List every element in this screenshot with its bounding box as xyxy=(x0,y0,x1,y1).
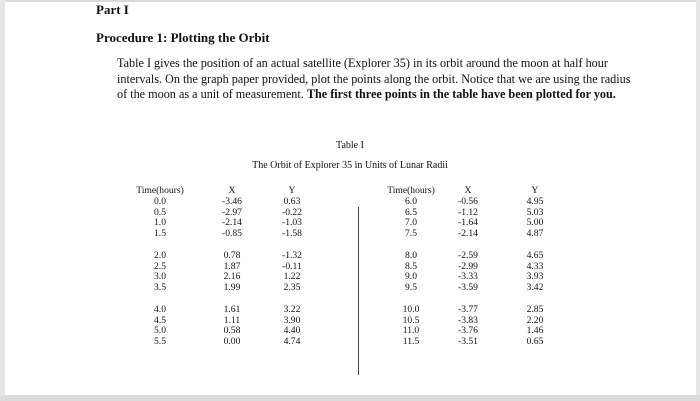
table-cell-x: -2.14 xyxy=(458,228,478,240)
table-cell-y: 4.40 xyxy=(283,325,301,337)
procedure-title: Procedure 1: Plotting the Orbit xyxy=(96,30,270,45)
table-cell-time: 11.5 xyxy=(402,336,420,348)
table-cell-y: 4.74 xyxy=(283,336,301,348)
table-cell-time: 8.0 xyxy=(405,249,417,261)
table-caption: The Orbit of Explorer 35 in Units of Lunar Radii xyxy=(252,160,448,171)
table-cell-time: 11.0 xyxy=(402,325,420,337)
table-cell-y: 3.42 xyxy=(526,282,544,294)
table-cell-x: -1.12 xyxy=(458,206,478,218)
screen-frame-bottom xyxy=(0,395,700,401)
table-cell-time: 10.5 xyxy=(402,314,420,326)
table-cell-x: -3.33 xyxy=(458,271,478,283)
table-cell-x: -2.59 xyxy=(458,249,478,261)
table-cell-time: 3.0 xyxy=(154,271,166,283)
table-cell-x: -0.85 xyxy=(222,228,242,240)
column-header-time: Time(hours) xyxy=(136,185,184,196)
table-cell-time: 2.5 xyxy=(154,260,166,272)
table-cell-x: -3.83 xyxy=(458,314,478,326)
table-cell-x: 1.87 xyxy=(223,260,241,272)
table-cell-time: 9.0 xyxy=(405,271,417,283)
table-cell-x: 1.61 xyxy=(223,303,241,315)
table-label: Table I xyxy=(336,140,364,151)
table-cell-y: 2.20 xyxy=(526,314,544,326)
table-cell-y: -1.03 xyxy=(282,217,302,229)
table-divider xyxy=(358,207,359,375)
table-cell-x: -3.77 xyxy=(458,303,478,315)
table-cell-y: 3.93 xyxy=(526,271,544,283)
column-header-time: Time(hours) xyxy=(387,185,435,196)
table-cell-time: 7.5 xyxy=(405,228,417,240)
table-cell-x: 0.00 xyxy=(223,336,241,348)
table-cell-x: -3.51 xyxy=(458,336,478,348)
table-cell-x: 2.16 xyxy=(223,271,241,283)
intro-paragraph xyxy=(117,56,639,103)
part-title: Part I xyxy=(96,2,129,17)
column-header-x: X xyxy=(464,185,472,196)
table-cell-y: 5.00 xyxy=(526,217,544,229)
table-cell-y: 2.35 xyxy=(283,282,301,294)
table-cell-y: 3.90 xyxy=(283,314,301,326)
right-time-column xyxy=(376,186,446,348)
table-cell-x: -2.97 xyxy=(222,206,242,218)
table-cell-x: 0.58 xyxy=(223,325,241,337)
right-x-column xyxy=(448,186,488,348)
table-cell-time: 5.5 xyxy=(154,336,166,348)
left-y-column xyxy=(272,186,312,348)
column-header-x: X xyxy=(228,185,236,196)
table-cell-time: 2.0 xyxy=(154,249,166,261)
table-cell-time: 7.0 xyxy=(405,217,417,229)
table-cell-time: 0.5 xyxy=(154,206,166,218)
column-header-y: Y xyxy=(288,185,296,196)
table-cell-time: 10.0 xyxy=(402,303,420,315)
column-header-y: Y xyxy=(531,185,539,196)
table-cell-y: 4.87 xyxy=(526,228,544,240)
table-cell-x: -3.76 xyxy=(458,325,478,337)
table-cell-time: 1.5 xyxy=(154,228,166,240)
table-cell-y: 1.46 xyxy=(526,325,544,337)
table-cell-time: 8.5 xyxy=(405,260,417,272)
table-cell-time: 4.0 xyxy=(154,303,166,315)
table-cell-y: 1.22 xyxy=(283,271,301,283)
table-cell-x: 1.11 xyxy=(223,314,241,326)
table-cell-y: 5.03 xyxy=(526,206,544,218)
table-cell-y: 4.95 xyxy=(526,195,544,207)
table-cell-y: -0.22 xyxy=(282,206,302,218)
table-cell-y: -1.58 xyxy=(282,228,302,240)
table-cell-x: -0.56 xyxy=(458,195,478,207)
table-cell-time: 5.0 xyxy=(154,325,166,337)
table-cell-time: 6.5 xyxy=(405,206,417,218)
table-cell-y: 2.85 xyxy=(526,303,544,315)
table-cell-x: 1.99 xyxy=(223,282,241,294)
left-x-column xyxy=(212,186,252,348)
table-cell-time: 9.5 xyxy=(405,282,417,294)
table-cell-x: 0.78 xyxy=(223,249,241,261)
table-cell-y: 0.65 xyxy=(526,336,544,348)
screen-frame-right xyxy=(696,0,700,401)
table-cell-x: -1.64 xyxy=(458,217,478,229)
table-cell-time: 4.5 xyxy=(154,314,166,326)
table-cell-y: -0.11 xyxy=(282,260,302,272)
table-cell-time: 6.0 xyxy=(405,195,417,207)
intro-bold-text: The first three points in the table have been plotted for you. xyxy=(306,87,616,102)
table-cell-x: -3.59 xyxy=(458,282,478,294)
table-cell-y: 3.22 xyxy=(283,303,301,315)
screen-frame-left xyxy=(0,0,5,401)
table-cell-time: 3.5 xyxy=(154,282,166,294)
left-time-column xyxy=(128,186,192,348)
table-cell-y: 4.65 xyxy=(526,249,544,261)
table-cell-y: 0.63 xyxy=(283,195,301,207)
table-cell-x: -3.46 xyxy=(222,195,242,207)
right-y-column xyxy=(515,186,555,348)
intro-text: Table I gives the position of an actual satellite (Explorer 35) in its orbit around the moon at half hour intervals. On the graph paper provided, plot the points along the orbit. Notice that we are using the radius of the moon as a unit of measurement. xyxy=(117,56,631,102)
table-cell-x: -2.99 xyxy=(458,260,478,272)
table-cell-y: 4.33 xyxy=(526,260,544,272)
table-cell-x: -2.14 xyxy=(222,217,242,229)
table-cell-y: -1.32 xyxy=(282,249,302,261)
table-cell-time: 1.0 xyxy=(154,217,166,229)
table-cell-time: 0.0 xyxy=(154,195,166,207)
